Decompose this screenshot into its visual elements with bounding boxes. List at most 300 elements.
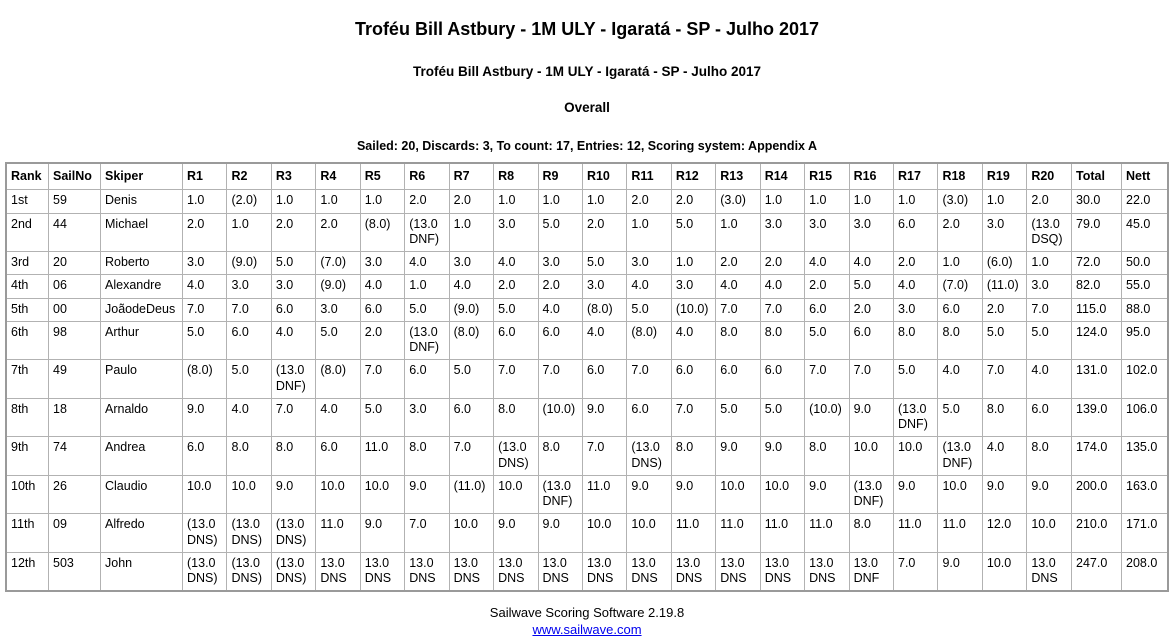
race-score-cell: 12.0 [982,514,1026,553]
sailno-cell: 09 [49,514,101,553]
race-score-cell: 2.0 [1027,190,1072,213]
race-score-cell: 2.0 [271,213,315,252]
race-score-cell: 6.0 [538,321,582,360]
race-score-cell: 2.0 [360,321,404,360]
race-score-cell: 5.0 [183,321,227,360]
race-score-cell: 1.0 [849,190,893,213]
race-score-cell: 1.0 [805,190,849,213]
race-score-cell: 5.0 [716,398,760,437]
race-score-cell: 7.0 [582,437,626,476]
column-header-r16: R16 [849,163,893,190]
race-score-cell: (8.0) [183,360,227,399]
skipper-cell: Andrea [101,437,183,476]
race-score-cell: 4.0 [894,275,938,298]
race-score-cell: 13.0 DNS [760,552,804,591]
race-score-cell: (13.0 DNS) [183,552,227,591]
race-score-cell: 3.0 [494,213,538,252]
race-score-cell: 9.0 [982,475,1026,514]
race-score-cell: 11.0 [582,475,626,514]
race-score-cell: 4.0 [849,252,893,275]
race-score-cell: 10.0 [227,475,271,514]
race-score-cell: (13.0 DNS) [271,552,315,591]
column-header-r15: R15 [805,163,849,190]
race-score-cell: 3.0 [271,275,315,298]
race-score-cell: 2.0 [849,298,893,321]
race-score-cell: 6.0 [316,437,360,476]
rank-cell: 1st [6,190,49,213]
race-score-cell: 8.0 [716,321,760,360]
race-score-cell: 4.0 [271,321,315,360]
column-header-r17: R17 [894,163,938,190]
race-score-cell: 7.0 [982,360,1026,399]
race-score-cell: (8.0) [360,213,404,252]
race-score-cell: 9.0 [849,398,893,437]
rank-cell: 8th [6,398,49,437]
race-score-cell: (9.0) [316,275,360,298]
race-score-cell: 4.0 [982,437,1026,476]
race-score-cell: 5.0 [360,398,404,437]
sailno-cell: 26 [49,475,101,514]
race-score-cell: 6.0 [183,437,227,476]
race-score-cell: 8.0 [760,321,804,360]
race-score-cell: 7.0 [538,360,582,399]
race-score-cell: 2.0 [582,213,626,252]
race-score-cell: 1.0 [271,190,315,213]
table-row [6,321,1168,360]
race-score-cell: 5.0 [671,213,715,252]
race-score-cell: 2.0 [494,275,538,298]
race-score-cell: (7.0) [938,275,982,298]
race-score-cell: (13.0 DNS) [271,514,315,553]
race-score-cell: 10.0 [760,475,804,514]
table-row [6,475,1168,514]
column-header-r11: R11 [627,163,671,190]
skipper-cell: Arnaldo [101,398,183,437]
race-score-cell: (11.0) [449,475,493,514]
race-score-cell: 1.0 [405,275,449,298]
race-score-cell: 6.0 [271,298,315,321]
race-score-cell: (13.0 DNF) [271,360,315,399]
column-header-r19: R19 [982,163,1026,190]
race-score-cell: 13.0 DNS [360,552,404,591]
race-score-cell: 5.0 [227,360,271,399]
table-row [6,298,1168,321]
race-score-cell: 3.0 [671,275,715,298]
race-score-cell: 7.0 [183,298,227,321]
table-row [6,514,1168,553]
race-score-cell: 1.0 [760,190,804,213]
column-header-r1: R1 [183,163,227,190]
race-score-cell: 11.0 [805,514,849,553]
race-score-cell: 9.0 [938,552,982,591]
race-score-cell: 5.0 [760,398,804,437]
race-score-cell: 6.0 [938,298,982,321]
race-score-cell: (7.0) [316,252,360,275]
sailno-cell: 503 [49,552,101,591]
total-cell: 210.0 [1072,514,1122,553]
race-score-cell: 11.0 [671,514,715,553]
race-score-cell: 1.0 [494,190,538,213]
race-score-cell: 8.0 [538,437,582,476]
race-score-cell: 1.0 [1027,252,1072,275]
race-score-cell: 6.0 [671,360,715,399]
table-row [6,275,1168,298]
total-cell: 200.0 [1072,475,1122,514]
race-score-cell: 10.0 [982,552,1026,591]
race-score-cell: 3.0 [760,213,804,252]
race-score-cell: 6.0 [360,298,404,321]
race-score-cell: 1.0 [316,190,360,213]
rank-cell: 3rd [6,252,49,275]
race-score-cell: 11.0 [894,514,938,553]
race-score-cell: 4.0 [760,275,804,298]
race-score-cell: (13.0 DNF) [405,321,449,360]
software-credit: Sailwave Scoring Software 2.19.8 [489,605,685,621]
total-cell: 174.0 [1072,437,1122,476]
race-score-cell: (8.0) [582,298,626,321]
race-score-cell: 10.0 [849,437,893,476]
race-score-cell: 13.0 DNS [449,552,493,591]
race-score-cell: 5.0 [449,360,493,399]
race-score-cell: 5.0 [582,252,626,275]
race-score-cell: (9.0) [227,252,271,275]
race-score-cell: (10.0) [805,398,849,437]
race-score-cell: 8.0 [227,437,271,476]
race-score-cell: 13.0 DNS [405,552,449,591]
rank-cell: 4th [6,275,49,298]
race-score-cell: 4.0 [938,360,982,399]
race-score-cell: 2.0 [316,213,360,252]
race-score-cell: 4.0 [227,398,271,437]
sailno-cell: 59 [49,190,101,213]
race-score-cell: (10.0) [671,298,715,321]
race-score-cell: 7.0 [849,360,893,399]
race-score-cell: 7.0 [894,552,938,591]
race-score-cell: 3.0 [316,298,360,321]
race-score-cell: 13.0 DNS [582,552,626,591]
race-score-cell: 13.0 DNF [849,552,893,591]
sailwave-link[interactable]: www.sailwave.com [532,622,642,637]
race-score-cell: 10.0 [494,475,538,514]
race-score-cell: 4.0 [360,275,404,298]
total-cell: 30.0 [1072,190,1122,213]
race-score-cell: 5.0 [938,398,982,437]
race-score-cell: 4.0 [1027,360,1072,399]
race-score-cell: 7.0 [360,360,404,399]
race-score-cell: (9.0) [449,298,493,321]
event-subtitle: Troféu Bill Astbury - 1M ULY - Igaratá - SP - Julho 2017 [412,64,762,79]
nett-cell: 55.0 [1122,275,1169,298]
table-row [6,213,1168,252]
race-score-cell: 13.0 DNS [1027,552,1072,591]
race-score-cell: 10.0 [938,475,982,514]
total-cell: 115.0 [1072,298,1122,321]
race-score-cell: 1.0 [183,190,227,213]
sailno-cell: 74 [49,437,101,476]
nett-cell: 171.0 [1122,514,1169,553]
race-score-cell: 10.0 [627,514,671,553]
race-score-cell: 2.0 [982,298,1026,321]
race-score-cell: 6.0 [805,298,849,321]
race-score-cell: 2.0 [183,213,227,252]
sailno-cell: 98 [49,321,101,360]
race-score-cell: 13.0 DNS [716,552,760,591]
skipper-cell: Paulo [101,360,183,399]
race-score-cell: 3.0 [982,213,1026,252]
column-header-r4: R4 [316,163,360,190]
race-score-cell: (6.0) [982,252,1026,275]
results-table-body [6,190,1168,592]
sailno-cell: 49 [49,360,101,399]
race-score-cell: (13.0 DNS) [227,514,271,553]
section-title-overall: Overall [564,100,610,115]
race-score-cell: 3.0 [805,213,849,252]
race-score-cell: 3.0 [1027,275,1072,298]
race-score-cell: (13.0 DSQ) [1027,213,1072,252]
race-score-cell: 11.0 [938,514,982,553]
race-score-cell: 5.0 [982,321,1026,360]
race-score-cell: 10.0 [183,475,227,514]
race-score-cell: 9.0 [271,475,315,514]
race-score-cell: 1.0 [716,213,760,252]
total-cell: 139.0 [1072,398,1122,437]
column-header-r18: R18 [938,163,982,190]
race-score-cell: 11.0 [760,514,804,553]
race-score-cell: 11.0 [316,514,360,553]
race-score-cell: 6.0 [1027,398,1072,437]
race-score-cell: (13.0 DNF) [538,475,582,514]
skipper-cell: Alexandre [101,275,183,298]
results-table [5,162,1169,592]
race-score-cell: 9.0 [360,514,404,553]
race-score-cell: 8.0 [982,398,1026,437]
nett-cell: 102.0 [1122,360,1169,399]
column-header-r9: R9 [538,163,582,190]
column-header-sailno: SailNo [49,163,101,190]
race-score-cell: 8.0 [1027,437,1072,476]
nett-cell: 88.0 [1122,298,1169,321]
total-cell: 72.0 [1072,252,1122,275]
race-score-cell: 4.0 [716,275,760,298]
race-score-cell: 4.0 [627,275,671,298]
race-score-cell: 10.0 [894,437,938,476]
race-score-cell: (13.0 DNF) [405,213,449,252]
race-score-cell: 4.0 [582,321,626,360]
total-cell: 131.0 [1072,360,1122,399]
race-score-cell: 9.0 [716,437,760,476]
race-score-cell: 7.0 [1027,298,1072,321]
skipper-cell: Claudio [101,475,183,514]
race-score-cell: 1.0 [671,252,715,275]
sailno-cell: 00 [49,298,101,321]
sailno-cell: 06 [49,275,101,298]
column-header-r14: R14 [760,163,804,190]
race-score-cell: 4.0 [494,252,538,275]
race-score-cell: 7.0 [760,298,804,321]
race-score-cell: 10.0 [582,514,626,553]
table-row [6,552,1168,591]
race-score-cell: 2.0 [671,190,715,213]
race-score-cell: (13.0 DNS) [627,437,671,476]
race-score-cell: 9.0 [760,437,804,476]
race-score-cell: 1.0 [938,252,982,275]
nett-cell: 135.0 [1122,437,1169,476]
race-score-cell: 8.0 [938,321,982,360]
column-header-r10: R10 [582,163,626,190]
rank-cell: 7th [6,360,49,399]
rank-cell: 12th [6,552,49,591]
sailno-cell: 18 [49,398,101,437]
race-score-cell: 3.0 [849,213,893,252]
race-score-cell: 5.0 [849,275,893,298]
rank-cell: 5th [6,298,49,321]
race-score-cell: (3.0) [938,190,982,213]
race-score-cell: 2.0 [805,275,849,298]
skipper-cell: Roberto [101,252,183,275]
race-score-cell: 9.0 [405,475,449,514]
nett-cell: 208.0 [1122,552,1169,591]
rank-cell: 11th [6,514,49,553]
column-header-total: Total [1072,163,1122,190]
race-score-cell: 6.0 [405,360,449,399]
race-score-cell: 7.0 [405,514,449,553]
nett-cell: 95.0 [1122,321,1169,360]
race-score-cell: 5.0 [627,298,671,321]
race-score-cell: (13.0 DNS) [494,437,538,476]
race-score-cell: 3.0 [538,252,582,275]
race-score-cell: 2.0 [760,252,804,275]
rank-cell: 2nd [6,213,49,252]
column-header-rank: Rank [6,163,49,190]
race-score-cell: 8.0 [894,321,938,360]
race-score-cell: 7.0 [449,437,493,476]
race-score-cell: 10.0 [716,475,760,514]
header-row [6,163,1168,190]
race-score-cell: 3.0 [183,252,227,275]
race-score-cell: 2.0 [894,252,938,275]
race-score-cell: 5.0 [538,213,582,252]
race-score-cell: 11.0 [360,437,404,476]
race-score-cell: 2.0 [627,190,671,213]
race-score-cell: 4.0 [671,321,715,360]
race-score-cell: 7.0 [671,398,715,437]
race-score-cell: 6.0 [716,360,760,399]
skipper-cell: John [101,552,183,591]
race-score-cell: 1.0 [538,190,582,213]
race-score-cell: 2.0 [538,275,582,298]
race-score-cell: (2.0) [227,190,271,213]
race-score-cell: (3.0) [716,190,760,213]
race-score-cell: 4.0 [449,275,493,298]
race-score-cell: 2.0 [938,213,982,252]
table-row [6,437,1168,476]
column-header-r8: R8 [494,163,538,190]
race-score-cell: 2.0 [716,252,760,275]
race-score-cell: 9.0 [671,475,715,514]
nett-cell: 163.0 [1122,475,1169,514]
column-header-r5: R5 [360,163,404,190]
table-row [6,398,1168,437]
race-score-cell: 1.0 [227,213,271,252]
series-summary: Sailed: 20, Discards: 3, To count: 17, Entries: 12, Scoring system: Appendix A [356,139,818,153]
column-header-nett: Nett [1122,163,1169,190]
race-score-cell: (8.0) [316,360,360,399]
race-score-cell: 13.0 DNS [538,552,582,591]
race-score-cell: 9.0 [894,475,938,514]
race-score-cell: 8.0 [494,398,538,437]
race-score-cell: (10.0) [538,398,582,437]
race-score-cell: 5.0 [1027,321,1072,360]
race-score-cell: 9.0 [1027,475,1072,514]
sailno-cell: 20 [49,252,101,275]
race-score-cell: 11.0 [716,514,760,553]
race-score-cell: (13.0 DNS) [183,514,227,553]
total-cell: 79.0 [1072,213,1122,252]
rank-cell: 6th [6,321,49,360]
race-score-cell: 8.0 [271,437,315,476]
race-score-cell: 3.0 [894,298,938,321]
nett-cell: 45.0 [1122,213,1169,252]
race-score-cell: 10.0 [316,475,360,514]
race-score-cell: 4.0 [316,398,360,437]
column-header-r12: R12 [671,163,715,190]
race-score-cell: 4.0 [805,252,849,275]
column-header-r2: R2 [227,163,271,190]
column-header-skiper: Skiper [101,163,183,190]
race-score-cell: 9.0 [494,514,538,553]
race-score-cell: (13.0 DNF) [894,398,938,437]
race-score-cell: 8.0 [405,437,449,476]
nett-cell: 106.0 [1122,398,1169,437]
event-title: Troféu Bill Astbury - 1M ULY - Igaratá - SP - Julho 2017 [354,19,820,39]
column-header-r20: R20 [1027,163,1072,190]
race-score-cell: 6.0 [449,398,493,437]
race-score-cell: 6.0 [627,398,671,437]
race-score-cell: 3.0 [405,398,449,437]
skipper-cell: Michael [101,213,183,252]
race-score-cell: 1.0 [582,190,626,213]
race-score-cell: 9.0 [183,398,227,437]
table-row [6,190,1168,213]
race-score-cell: 5.0 [316,321,360,360]
race-score-cell: 6.0 [494,321,538,360]
race-score-cell: 1.0 [894,190,938,213]
race-score-cell: (13.0 DNS) [227,552,271,591]
race-score-cell: 1.0 [360,190,404,213]
race-score-cell: 2.0 [449,190,493,213]
race-score-cell: 8.0 [805,437,849,476]
race-score-cell: 8.0 [849,514,893,553]
race-score-cell: 5.0 [805,321,849,360]
race-score-cell: 9.0 [805,475,849,514]
race-score-cell: 1.0 [449,213,493,252]
race-score-cell: 5.0 [894,360,938,399]
total-cell: 247.0 [1072,552,1122,591]
race-score-cell: 10.0 [1027,514,1072,553]
race-score-cell: 6.0 [582,360,626,399]
race-score-cell: 6.0 [849,321,893,360]
race-score-cell: 3.0 [627,252,671,275]
column-header-r7: R7 [449,163,493,190]
race-score-cell: 6.0 [760,360,804,399]
skipper-cell: Arthur [101,321,183,360]
total-cell: 124.0 [1072,321,1122,360]
table-row [6,252,1168,275]
race-score-cell: 9.0 [627,475,671,514]
sailno-cell: 44 [49,213,101,252]
race-score-cell: 6.0 [227,321,271,360]
race-score-cell: (8.0) [449,321,493,360]
